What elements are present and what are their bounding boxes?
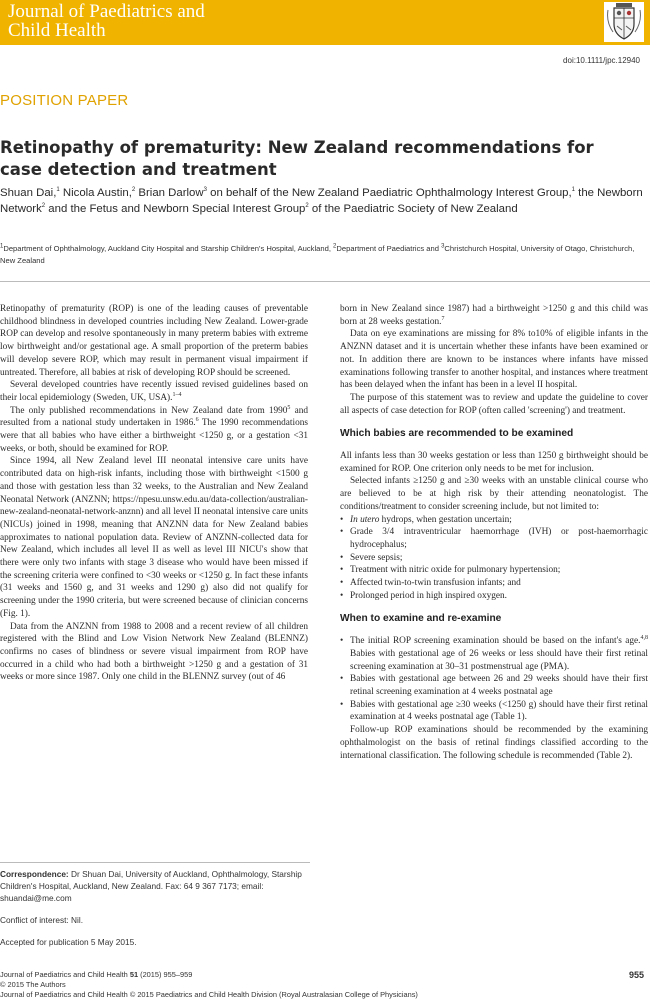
affiliations: $^1$Department of Ophthalmology, Auckland City Hospital and Starship Children's Hospital, Auckland, $^2$Department of Paediatrics and $^3$Christchurch Hospital, University of Otago, Christchurch, New Zealand xyxy=(0,243,635,265)
list-item: • Babies with gestational age ≥30 weeks (<1250 g) should have their first retinal examination at 4 weeks postnatal age (Table 1). xyxy=(340,699,648,724)
publisher-line: Journal of Paediatrics and Child Health © 2015 Paediatrics and Child Health Division (Royal Australasian College of Physicians) xyxy=(0,990,418,999)
left-column xyxy=(0,303,308,684)
paragraph: The only published recommendations in New Zealand date from 1990$^5$ and resulted from a national study undertaken in 1986.$^6$ The 1990 recommendations were that all babies who have either a birthweight <1250 g, or a gestation <31 weeks, or both, should be examined for ROP. xyxy=(0,404,308,454)
list-item: • Babies with gestational age between 26 and 29 weeks should have their first retinal screening examination at 4 weeks postnatal age xyxy=(340,673,648,698)
condition-list xyxy=(340,514,648,603)
list-item: • The initial ROP screening examination should be based on the infant's age.$^{4,8}$ Babies with gestational age of 26 weeks or less should have their first retinal screening examination at 30–31 postmenstrual age (PMA). xyxy=(340,635,648,673)
paragraph: Since 1994, all New Zealand level III neonatal intensive care units have contributed data on high-risk infants, including those with birthweight <1500 g and those with gestation less than 32 weeks, to the Australian and New Zealand Neonatal Network (ANZNN; https://npesu.unsw.edu.au/data-collection/australian-new-zealand-neonatal-network-anznn) and all level II neonatal intensive care units (NICUs) joined in 1998, meaning that ANZNN data for New Zealand babies approximates to national population data. Review of ANZNN-collected data for New Zealand, which includes all level II as well as level III NICU's show that there were only two infants with stage 3 disease who would have been missed if the screening criteria were confined to <30 weeks or <1250 g. In fact these infants (31 weeks and 1560 g, and 31 weeks and 1290 g) also did not qualify for screening under the 1990 criteria, but were screened because of clinician concerns (Fig. 1). xyxy=(0,456,308,619)
list-item: • Affected twin-to-twin transfusion infants; and xyxy=(340,577,648,590)
conflict-of-interest: Conflict of interest: Nil. xyxy=(0,915,83,925)
copyright-line: © 2015 The Authors xyxy=(0,980,66,989)
right-column xyxy=(340,303,648,762)
list-item: • Treatment with nitric oxide for pulmonary hypertension; xyxy=(340,564,648,577)
paragraph: All infants less than 30 weeks gestation or less than 1250 g birthweight should be examined for ROP. One criterion only needs to be met for inclusion. xyxy=(340,451,648,474)
paragraph: The purpose of this statement was to review and update the guideline to cover all aspects of case detection for ROP (often called 'screening') and treatment. xyxy=(340,392,648,416)
section-label: POSITION PAPER xyxy=(0,92,129,109)
paragraph: Data from the ANZNN from 1988 to 2008 and a recent review of all children registered with the Blind and Low Vision Network New Zealand (BLENNZ) confirms no cases of blindness or severe visual impairment from ROP have occurred in a child who had both a birthweight >1250 g and a gestation of 31 weeks or more since 1987. Only one child in the BLENNZ survey (out of 46 xyxy=(0,621,308,683)
acceptance-date: Accepted for publication 5 May 2015. xyxy=(0,937,137,947)
paragraph: Selected infants ≥1250 g and ≥30 weeks with an unstable clinical course who are believed to be at high risk by their attending neonatologist. The conditions/treatment to consider screening include, but not limited to: xyxy=(340,476,648,512)
society-crest-icon xyxy=(604,2,644,42)
timing-list xyxy=(340,635,648,724)
list-item: • Severe sepsis; xyxy=(340,552,648,565)
page-number: 955 xyxy=(628,970,644,980)
list-item: • Grade 3/4 intraventricular haemorrhage (IVH) or post-haemorrhagic hydrocephalus; xyxy=(340,526,648,551)
correspondence-block xyxy=(0,868,310,958)
section-heading: When to examine and re-examine xyxy=(340,613,502,625)
paragraph: Data on eye examinations are missing for 8% to10% of eligible infants in the ANZNN dataset and it is uncertain whether these infants have been examined or not. In addition there are known to be instances where infants have missed examinations following transfer to another hospital, and instances where treatment has been delayed when the infant has been in a level II hospital. xyxy=(340,329,648,391)
list-item: • In utero hydrops, when gestation uncertain; xyxy=(340,514,648,527)
paragraph: Retinopathy of prematurity (ROP) is one of the leading causes of preventable childhood blindness in developed countries including New Zealand. Lower-grade ROP can develop and resolve spontaneously in many preterm babies with extreme low birthweight and/or gestational age. A small proportion of the preterm babies will develop severe ROP, which may result in permanent visual impairment if untreated. Therefore, all babies at risk of developing ROP should be screened. xyxy=(0,304,308,378)
journal-banner xyxy=(0,0,650,45)
paragraph: born in New Zealand since 1987) had a birthweight >1250 g and this child was born at 28 weeks gestation.$^7$ xyxy=(340,304,648,327)
journal-name xyxy=(8,2,205,40)
article-title: Retinopathy of prematurity: New Zealand recommendations for case detection and treatment xyxy=(0,138,594,179)
page-footer xyxy=(0,970,650,1000)
section-heading: Which babies are recommended to be examined xyxy=(340,428,574,440)
correspondence: Correspondence: Dr Shuan Dai, University of Auckland, Ophthalmology, Starship Children's Hospital, Auckland, New Zealand. Fax: 64 9 367 7173; email: shuandai@me.com xyxy=(0,869,302,903)
citation-line: Journal of Paediatrics and Child Health 51 (2015) 955–959 xyxy=(0,970,193,979)
list-item: • Prolonged period in high inspired oxygen. xyxy=(340,590,648,603)
author-list: Shuan Dai,$^1$ Nicola Austin,$^2$ Brian Darlow$^3$ on behalf of the New Zealand Paediatric Ophthalmology Interest Group,$^1$ the Newborn Network$^2$ and the Fetus and Newborn Special Interest Group$^2$ of the Paediatric Society of New Zealand xyxy=(0,187,643,215)
journal-name-line2: Child Health xyxy=(8,20,106,41)
paragraph: Several developed countries have recently issued revised guidelines based on their local epidemiology (Sweden, UK, USA).$^{1-4}$ xyxy=(0,380,308,403)
paragraph: Follow-up ROP examinations should be recommended by the examining ophthalmologist on the basis of retinal findings classified according to the international classification. The following schedule is recommended (Table 2). xyxy=(340,725,648,761)
doi: doi:10.1111/jpc.12940 xyxy=(563,56,640,65)
correspondence-divider xyxy=(0,862,310,863)
journal-name-line1: Journal of Paediatrics and xyxy=(8,1,205,22)
header-divider xyxy=(0,281,650,282)
